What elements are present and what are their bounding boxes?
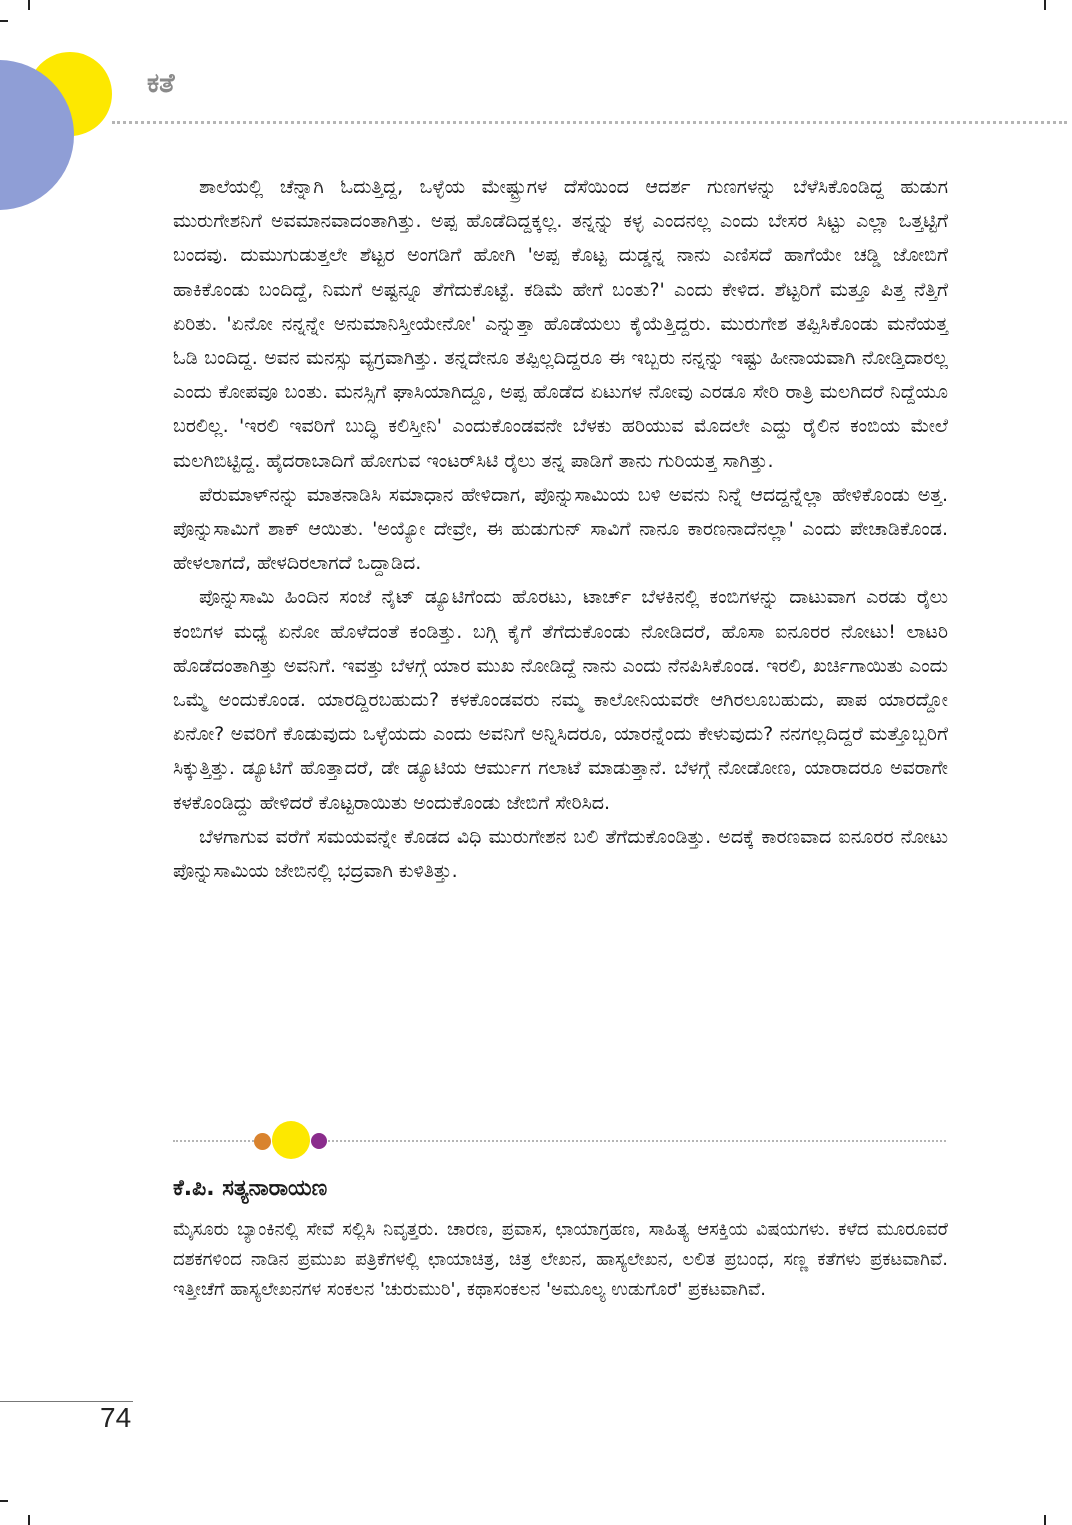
section-title: ಕತೆ [147, 68, 175, 99]
crop-mark-top-left [28, 0, 30, 10]
crop-mark-bottom-right [1044, 1515, 1046, 1525]
header-dotted-rule [112, 121, 1067, 124]
crop-mark-bottom-left-h [0, 1500, 8, 1502]
divider-orange-dot [254, 1133, 271, 1150]
divider-purple-dot [311, 1133, 327, 1149]
story-paragraph: ಪೆರುಮಾಳ್‌ನನ್ನು ಮಾತನಾಡಿಸಿ ಸಮಾಧಾನ ಹೇಳಿದಾಗ, ಪೊನ್ನುಸಾಮಿಯ ಬಳಿ ಅವನು ನಿನ್ನೆ ಆದದ್ದನ್ನೆಲ್ಲಾ ಹೇಳಿಕೊಂಡು ಅತ್ತ. ಪೊನ್ನುಸಾಮಿಗೆ ಶಾಕ್ ಆಯಿತು. 'ಅಯ್ಯೋ ದೇವ್ರೇ, ಈ ಹುಡುಗುನ್ ಸಾವಿಗೆ ನಾನೂ ಕಾರಣನಾದೆನಲ್ಲಾ' ಎಂದು ಪೇಚಾಡಿಕೊಂಡ. ಹೇಳಲಾಗದೆ, ಹೇಳದಿರಲಾಗದೆ ಒದ್ದಾಡಿದ. [173, 483, 948, 575]
author-bio-text: ಮೈಸೂರು ಬ್ಯಾಂಕಿನಲ್ಲಿ ಸೇವೆ ಸಲ್ಲಿಸಿ ನಿವೃತ್ತರು. ಚಾರಣ, ಪ್ರವಾಸ, ಛಾಯಾಗ್ರಹಣ, ಸಾಹಿತ್ಯ ಆಸಕ್ತಿಯ ವಿಷಯಗಳು. ಕಳೆದ ಮೂರೂವರೆ ದಶಕಗಳಿಂದ ನಾಡಿನ ಪ್ರಮುಖ ಪತ್ರಿಕೆಗಳಲ್ಲಿ ಛಾಯಾಚಿತ್ರ, ಚಿತ್ರ ಲೇಖನ, ಹಾಸ್ಯಲೇಖನ, ಲಲಿತ ಪ್ರಬಂಧ, ಸಣ್ಣ ಕತೆಗಳು ಪ್ರಕಟವಾಗಿವೆ. ಇತ್ತೀಚೆಗೆ ಹಾಸ್ಯಲೇಖನಗಳ ಸಂಕಲನ 'ಚುರುಮುರಿ', ಕಥಾಸಂಕಲನ 'ಅಮೂಲ್ಯ ಉಡುಗೊರೆ' ಪ್ರಕಟವಾಗಿವೆ. [173, 1219, 948, 1300]
story-paragraph: ಪೊನ್ನುಸಾಮಿ ಹಿಂದಿನ ಸಂಜೆ ನೈಟ್ ಡ್ಯೂಟಿಗೆಂದು ಹೊರಟು, ಟಾರ್ಚ್ ಬೆಳಕಿನಲ್ಲಿ ಕಂಬಿಗಳನ್ನು ದಾಟುವಾಗ ಎರಡು ರೈಲು ಕಂಬಿಗಳ ಮಧ್ಯೆ ಏನೋ ಹೊಳೆದಂತೆ ಕಂಡಿತ್ತು. ಬಗ್ಗಿ ಕೈಗೆ ತೆಗೆದುಕೊಂಡು ನೋಡಿದರೆ, ಹೊಸಾ ಐನೂರರ ನೋಟು! ಲಾಟರಿ ಹೊಡೆದಂತಾಗಿತ್ತು ಅವನಿಗೆ. ಇವತ್ತು ಬೆಳಗ್ಗೆ ಯಾರ ಮುಖ ನೋಡಿದ್ದೆ ನಾನು ಎಂದು ನೆನಪಿಸಿಕೊಂಡ. ಇರಲಿ, ಖರ್ಚಿಗಾಯಿತು ಎಂದು ಒಮ್ಮೆ ಅಂದುಕೊಂಡ. ಯಾರದ್ದಿರಬಹುದು? ಕಳಕೊಂಡವರು ನಮ್ಮ ಕಾಲೋನಿಯವರೇ ಆಗಿರಲೂಬಹುದು, ಪಾಪ ಯಾರದ್ದೋ ಏನೋ? ಅವರಿಗೆ ಕೊಡುವುದು ಒಳ್ಳೆಯದು ಎಂದು ಅವನಿಗೆ ಅನ್ನಿಸಿದರೂ, ಯಾರನ್ನೆಂದು ಕೇಳುವುದು? ನನಗಲ್ಲದಿದ್ದರೆ ಮತ್ತೊಬ್ಬರಿಗೆ ಸಿಕ್ಕುತ್ತಿತ್ತು. ಡ್ಯೂಟಿಗೆ ಹೊತ್ತಾದರೆ, ಡೇ ಡ್ಯೂಟಿಯ ಆರ್ಮುಗ ಗಲಾಟೆ ಮಾಡುತ್ತಾನೆ. ಬೆಳಗ್ಗೆ ನೋಡೋಣ, ಯಾರಾದರೂ ಅವರಾಗೇ ಕಳಕೊಂಡಿದ್ದು ಹೇಳಿದರೆ ಕೊಟ್ಟರಾಯಿತು ಅಂದುಕೊಂಡು ಜೇಬಿಗೆ ಸೇರಿಸಿದ. [173, 586, 948, 814]
crop-mark-top-right [1044, 0, 1046, 10]
crop-mark-bottom-left [28, 1515, 30, 1525]
story-paragraph: ಬೆಳಗಾಗುವ ವರೆಗೆ ಸಮಯವನ್ನೇ ಕೊಡದ ವಿಧಿ ಮುರುಗೇಶನ ಬಲಿ ತೆಗೆದುಕೊಂಡಿತ್ತು. ಅದಕ್ಕೆ ಕಾರಣವಾದ ಐನೂರರ ನೋಟು ಪೊನ್ನುಸಾಮಿಯ ಜೇಬಿನಲ್ಲಿ ಭದ್ರವಾಗಿ ಕುಳಿತಿತ್ತು. [173, 825, 948, 883]
crop-mark-top-left-h [0, 20, 8, 22]
author-bio [173, 1215, 948, 1305]
author-name: ಕೆ.ಪಿ. ಸತ್ಯನಾರಾಯಣ [173, 1176, 328, 1201]
divider-yellow-dot [272, 1121, 310, 1159]
story-paragraph: ಶಾಲೆಯಲ್ಲಿ ಚೆನ್ನಾಗಿ ಓದುತ್ತಿದ್ದ, ಒಳ್ಳೆಯ ಮೇಷ್ಟ್ರುಗಳ ದೆಸೆಯಿಂದ ಆದರ್ಶ ಗುಣಗಳನ್ನು ಬೆಳೆಸಿಕೊಂಡಿದ್ದ ಹುಡುಗ ಮುರುಗೇಶನಿಗೆ ಅವಮಾನವಾದಂತಾಗಿತ್ತು. ಅಪ್ಪ ಹೊಡೆದಿದ್ದಕ್ಕಲ್ಲ. ತನ್ನನ್ನು ಕಳ್ಳ ಎಂದನಲ್ಲ ಎಂದು ಬೇಸರ ಸಿಟ್ಟು ಎಲ್ಲಾ ಒತ್ತಟ್ಟಿಗೆ ಬಂದವು. ದುಮುಗುಡುತ್ತಲೇ ಶೆಟ್ಟರ ಅಂಗಡಿಗೆ ಹೋಗಿ 'ಅಪ್ಪ ಕೊಟ್ಟ ದುಡ್ಡನ್ನ ನಾನು ಎಣಿಸದೆ ಹಾಗೆಯೇ ಚಡ್ಡಿ ಜೋಬಿಗೆ ಹಾಕಿಕೊಂಡು ಬಂದಿದ್ದೆ, ನಿಮಗೆ ಅಷ್ಟನ್ನೂ ತೆಗೆದುಕೊಟ್ಟೆ. ಕಡಿಮೆ ಹೇಗೆ ಬಂತು?' ಎಂದು ಕೇಳಿದ. ಶೆಟ್ಟರಿಗೆ ಮತ್ತೂ ಪಿತ್ತ ನೆತ್ತಿಗೆ ಏರಿತು. 'ಏನೋ ನನ್ನನ್ನೇ ಅನುಮಾನಿಸ್ತೀಯೇನೋ' ಎನ್ನುತ್ತಾ ಹೊಡೆಯಲು ಕೈಯೆತ್ತಿದ್ದರು. ಮುರುಗೇಶ ತಪ್ಪಿಸಿಕೊಂಡು ಮನೆಯತ್ತ ಓಡಿ ಬಂದಿದ್ದ. ಅವನ ಮನಸ್ಸು ವ್ಯಗ್ರವಾಗಿತ್ತು. ತನ್ನದೇನೂ ತಪ್ಪಿಲ್ಲದಿದ್ದರೂ ಈ ಇಬ್ಬರು ನನ್ನನ್ನು ಇಷ್ಟು ಹೀನಾಯವಾಗಿ ನೋಡ್ತಿದಾರಲ್ಲ ಎಂದು ಕೋಪವೂ ಬಂತು. ಮನಸ್ಸಿಗೆ ಘಾಸಿಯಾಗಿದ್ದೂ, ಅಪ್ಪ ಹೊಡೆದ ಏಟುಗಳ ನೋವು ಎರಡೂ ಸೇರಿ ರಾತ್ರಿ ಮಲಗಿದರೆ ನಿದ್ದೆಯೂ ಬರಲಿಲ್ಲ. 'ಇರಲಿ ಇವರಿಗೆ ಬುದ್ಧಿ ಕಲಿಸ್ತೀನಿ' ಎಂದುಕೊಂಡವನೇ ಬೆಳಕು ಹರಿಯುವ ಮೊದಲೇ ಎದ್ದು ರೈಲಿನ ಕಂಬಿಯ ಮೇಲೆ ಮಲಗಿಬಿಟ್ಟಿದ್ದ. ಹೈದರಾಬಾದಿಗೆ ಹೋಗುವ ಇಂಟರ್‌ಸಿಟಿ ರೈಲು ತನ್ನ ಪಾಡಿಗೆ ತಾನು ಗುರಿಯತ್ತ ಸಾಗಿತ್ತು. [173, 176, 948, 472]
page-number: 74 [100, 1402, 132, 1433]
story-body [173, 170, 948, 888]
